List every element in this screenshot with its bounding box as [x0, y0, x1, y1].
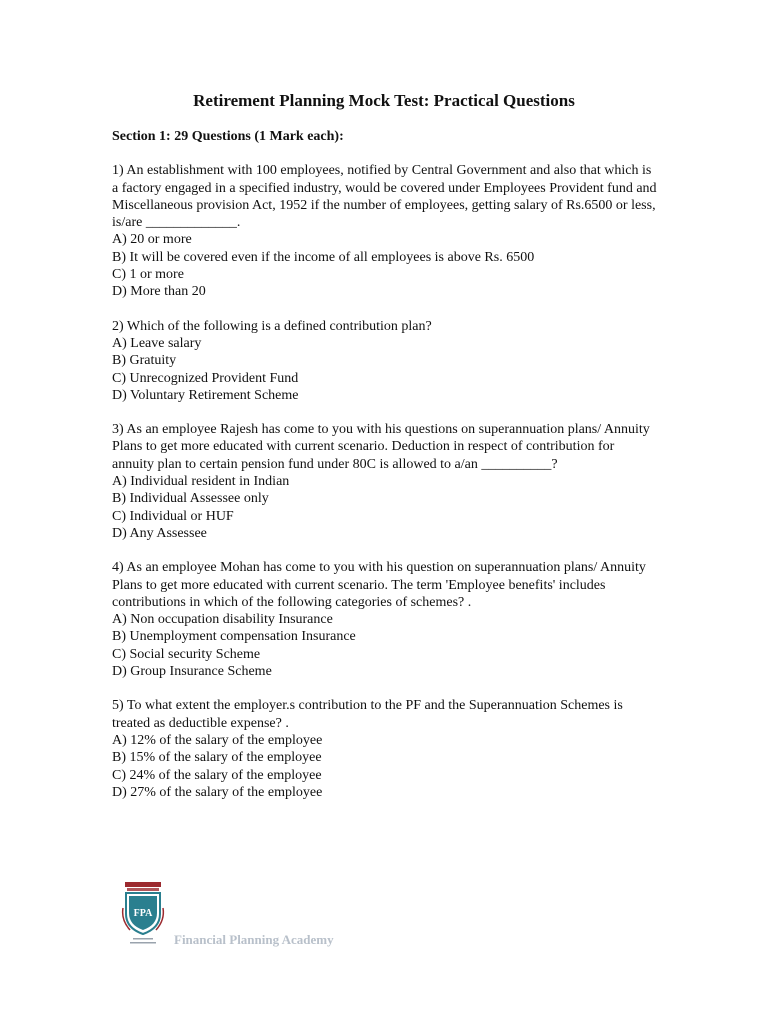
question-2: [112, 318, 657, 404]
option-c: C) Unrecognized Provident Fund: [112, 370, 299, 386]
option-a: A) Non occupation disability Insurance: [112, 612, 333, 628]
question-text: 2) Which of the following is a defined contribution plan?: [112, 318, 432, 334]
option-a: A) 12% of the salary of the employee: [112, 732, 323, 748]
option-c: C) Social security Scheme: [112, 646, 261, 662]
option-c: C) 1 or more: [112, 267, 184, 283]
question-5: [112, 697, 657, 801]
question-text: 4) As an employee Mohan has come to you with his question on superannuation plans/ Annuity Plans to get more educated with current scenario. The term 'Employee benefits' includes contributions in which of the following categories of schemes? .: [112, 560, 646, 610]
page-title: Retirement Planning Mock Test: Practical Questions: [193, 91, 575, 110]
option-c: C) Individual or HUF: [112, 508, 234, 524]
section-heading: Section 1: 29 Questions (1 Mark each):: [112, 129, 344, 144]
question-text: 5) To what extent the employer.s contribution to the PF and the Superannuation Schemes is treated as deductible expense? .: [112, 698, 623, 731]
question-text: 3) As an employee Rajesh has come to you with his questions on superannuation plans/ Annuity Plans to get more educated with current scenario. Deduction in respect of contribution for annuity plan to certain pension fund under 80C is allowed to a/an __________?: [112, 422, 650, 472]
question-text: 1) An establishment with 100 employees, notified by Central Government and also that which is a factory engaged in a specified industry, would be covered under Employees Provident fund and Miscellaneous provision Act, 1952 if the number of employees, getting salary of Rs.6500 or less, is/are _____________.: [112, 163, 657, 231]
option-d: D) Group Insurance Scheme: [112, 664, 272, 680]
question-1: [112, 162, 657, 300]
option-b: B) Unemployment compensation Insurance: [112, 629, 356, 645]
option-a: A) 20 or more: [112, 232, 192, 248]
option-list: [112, 335, 657, 404]
option-c: C) 24% of the salary of the employee: [112, 767, 322, 783]
option-list: [112, 732, 657, 801]
logo-text: FPA: [133, 908, 153, 919]
option-list: [112, 473, 657, 542]
question-3: [112, 421, 657, 542]
option-d: D) Any Assessee: [112, 525, 207, 541]
option-d: D) More than 20: [112, 284, 206, 300]
option-b: B) Gratuity: [112, 353, 177, 369]
question-4: [112, 559, 657, 680]
brand-name: Financial Planning Academy: [174, 932, 334, 947]
option-list: [112, 611, 657, 680]
option-b: B) Individual Assessee only: [112, 491, 269, 507]
option-b: B) 15% of the salary of the employee: [112, 750, 322, 766]
fpa-shield-logo-icon: [118, 878, 168, 948]
page-footer: [118, 878, 418, 958]
option-d: D) 27% of the salary of the employee: [112, 784, 323, 800]
option-a: A) Leave salary: [112, 335, 202, 351]
document-body: [112, 128, 657, 818]
option-d: D) Voluntary Retirement Scheme: [112, 387, 299, 403]
option-list: [112, 231, 657, 300]
option-b: B) It will be covered even if the income of all employees is above Rs. 6500: [112, 249, 535, 265]
option-a: A) Individual resident in Indian: [112, 474, 290, 490]
